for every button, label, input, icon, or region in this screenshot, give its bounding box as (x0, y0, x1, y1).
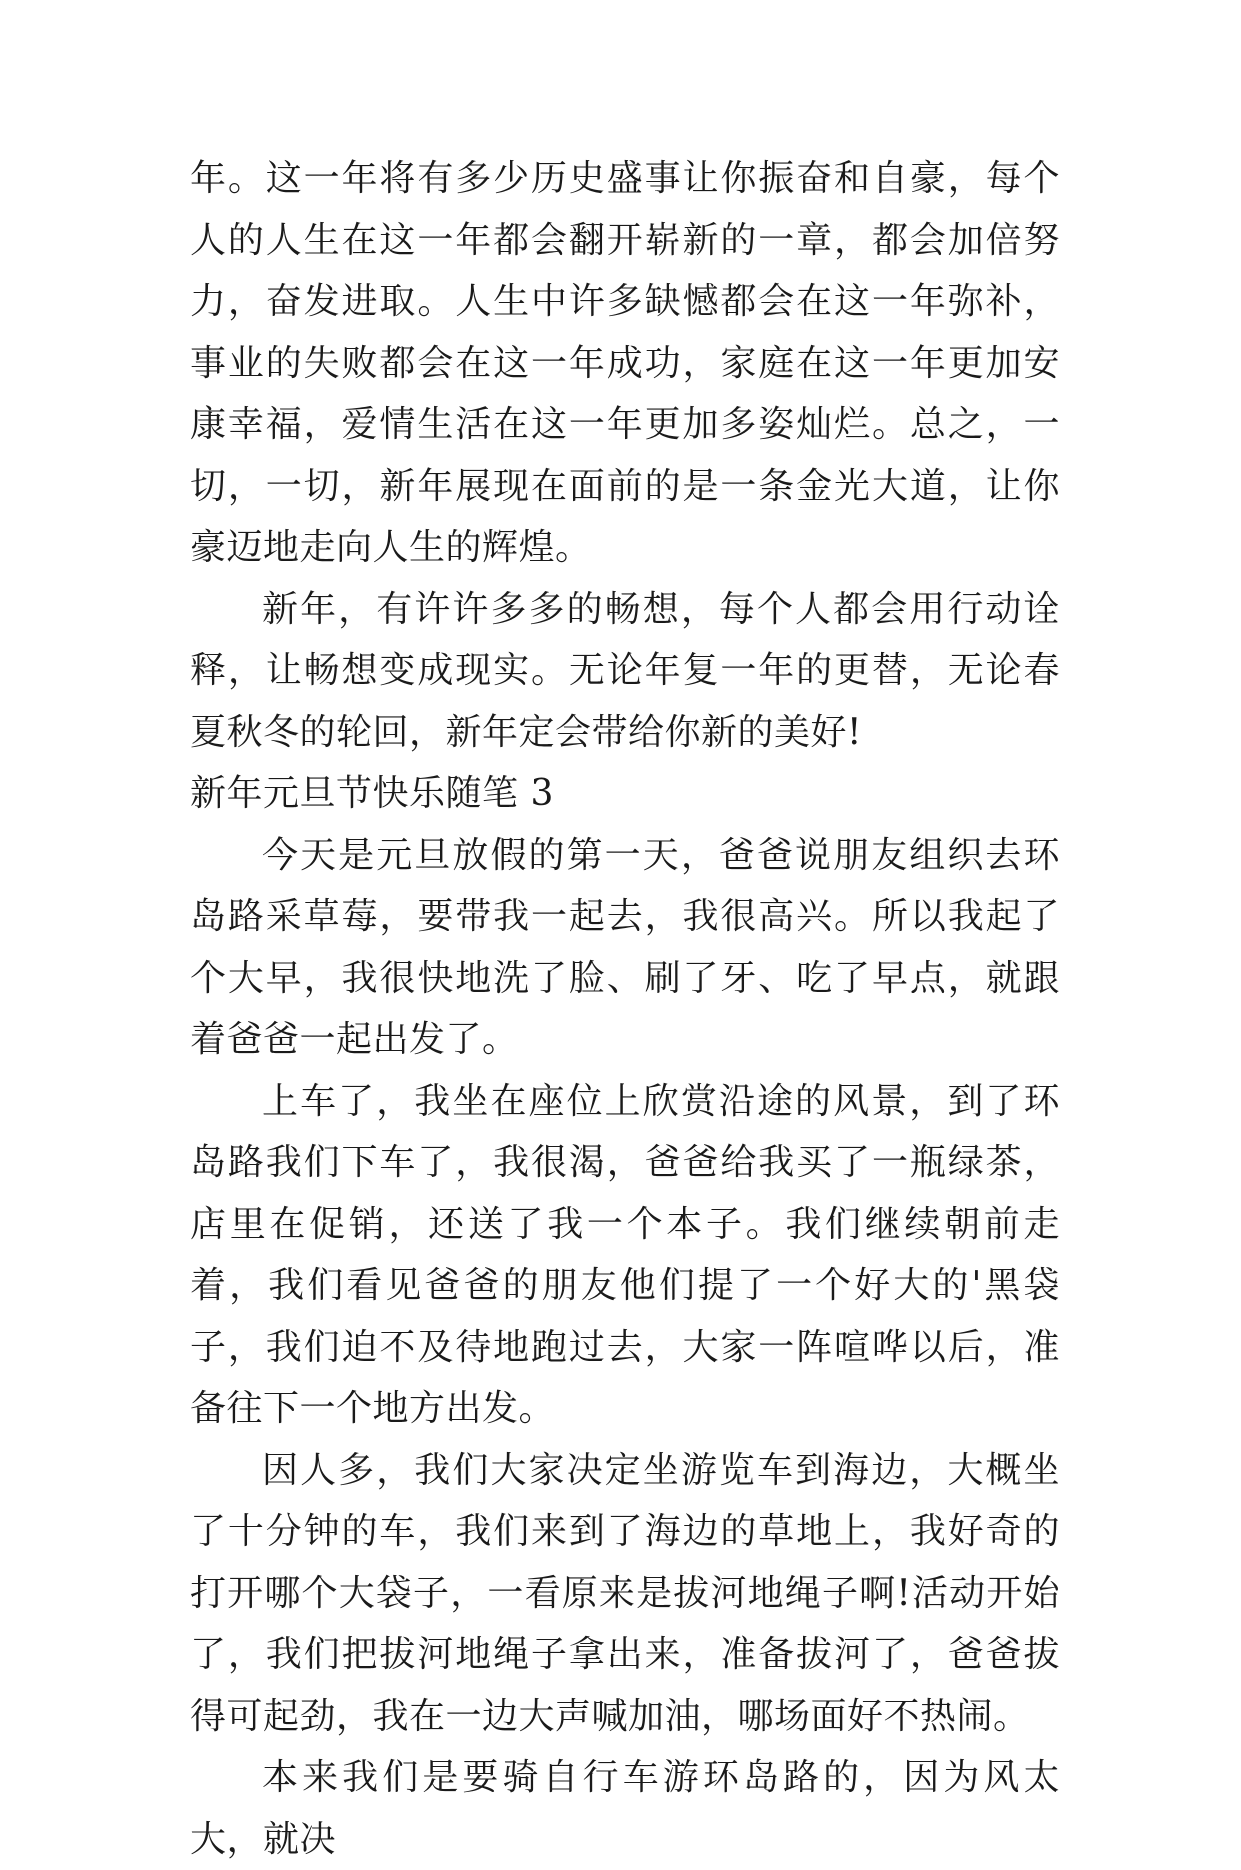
document-page (190, 148, 1060, 1870)
paragraph-bus-ride: 上车了，我坐在座位上欣赏沿途的风景，到了环岛路我们下车了，我很渴，爸爸给我买了一瓶绿茶，店里在促销，还送了我一个本子。我们继续朝前走着，我们看见爸爸的朋友他们提了一个好大的'黑袋子，我们迫不及待地跑过去，大家一阵喧哗以后，准备往下一个地方出发。 (190, 1080, 1060, 1429)
paragraph-first-day-holiday: 今天是元旦放假的第一天，爸爸说朋友组织去环岛路采草莓，要带我一起去，我很高兴。所以我起了个大早，我很快地洗了脸、刷了牙、吃了早点，就跟着爸爸一起出发了。 (190, 834, 1060, 1060)
essay-title: 新年元旦节快乐随笔 3 (190, 773, 554, 814)
paragraph-new-year-dreams: 新年，有许许多多的畅想，每个人都会用行动诠释，让畅想变成现实。无论年复一年的更替，无论春夏秋冬的轮回，新年定会带给你新的美好! (190, 588, 1060, 753)
paragraph-tug-of-war: 因人多，我们大家决定坐游览车到海边，大概坐了十分钟的车，我们来到了海边的草地上，我好奇的打开哪个大袋子，一看原来是拔河地绳子啊!活动开始了，我们把拔河地绳子拿出来，准备拔河了，爸爸拔得可起劲，我在一边大声喊加油，哪场面好不热闹。 (190, 1449, 1060, 1737)
paragraph-new-year-blessings: 年。这一年将有多少历史盛事让你振奋和自豪，每个人的人生在这一年都会翻开崭新的一章，都会加倍努力，奋发进取。人生中许多缺憾都会在这一年弥补，事业的失败都会在这一年成功，家庭在这一年更加安康幸福，爱情生活在这一年更加多姿灿烂。总之，一切，一切，新年展现在面前的是一条金光大道，让你豪迈地走向人生的辉煌。 (190, 158, 1060, 568)
paragraph-bicycle-plan: 本来我们是要骑自行车游环岛路的，因为风太大，就决 (190, 1757, 1060, 1860)
